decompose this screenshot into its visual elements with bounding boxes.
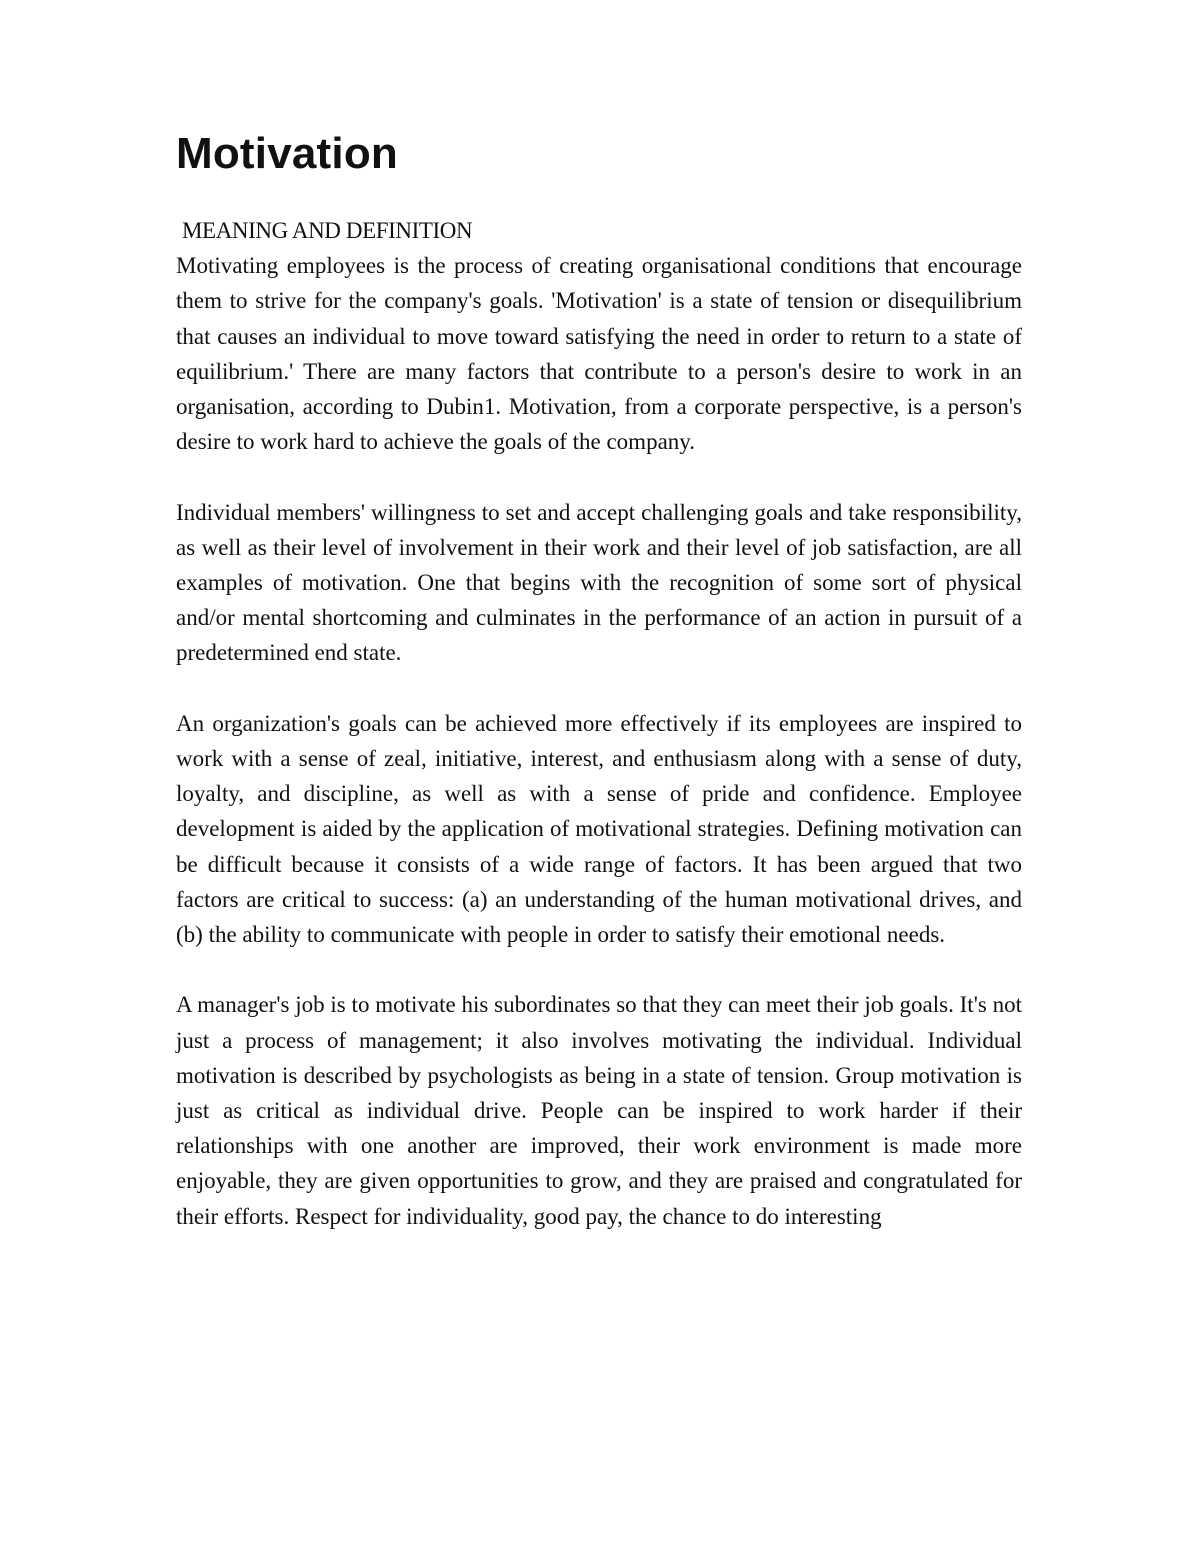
paragraph-definition: Motivating employees is the process of creating organisational conditions that encourage them to strive for the company's goals. 'Motivation' is a state of tension or disequilibrium that causes an individual to move toward satisfying the need in order to return to a state of equilibrium.' There are many factors that contribute to a person's desire to work in an organisation, according to Dubin1. Motivation, from a corporate perspective, is a person's desire to work hard to achieve the goals of the company. bbox=[176, 253, 1022, 455]
paragraph-manager-job: A manager's job is to motivate his subordinates so that they can meet their job goals. It's not just a process of management; it also involves motivating the individual. Individual motivation is described by psychologists as being in a state of tension. Group motivation is just as critical as individual drive. People can be inspired to work harder if their relationships with one another are improved, their work environment is made more enjoyable, they are given opportunities to grow, and they are praised and congratulated for their efforts. Respect for individuality, good pay, the chance to do interesting bbox=[176, 992, 1022, 1229]
section-subheading: MEANING AND DEFINITION bbox=[182, 218, 473, 243]
page-title: Motivation bbox=[176, 129, 398, 178]
paragraph-organization-goals: An organization's goals can be achieved more effectively if its employees are inspired to work with a sense of zeal, initiative, interest, and enthusiasm along with a sense of duty, loyalty, and discipline, as well as with a sense of pride and confidence. Employee development is aided by the application of motivational strategies. Defining motivation can be difficult because it consists of a wide range of factors. It has been argued that two factors are critical to success: (a) an understanding of the human motivational drives, and (b) the ability to communicate with people in order to satisfy their emotional needs. bbox=[176, 710, 1022, 948]
document-body bbox=[176, 213, 1022, 1269]
paragraph-willingness: Individual members' willingness to set and accept challenging goals and take responsibility, as well as their level of involvement in their work and their level of job satisfaction, are all examples of motivation. One that begins with the recognition of some sort of physical and/or mental shortcoming and culminates in the performance of an action in pursuit of a predetermined end state. bbox=[176, 499, 1022, 666]
